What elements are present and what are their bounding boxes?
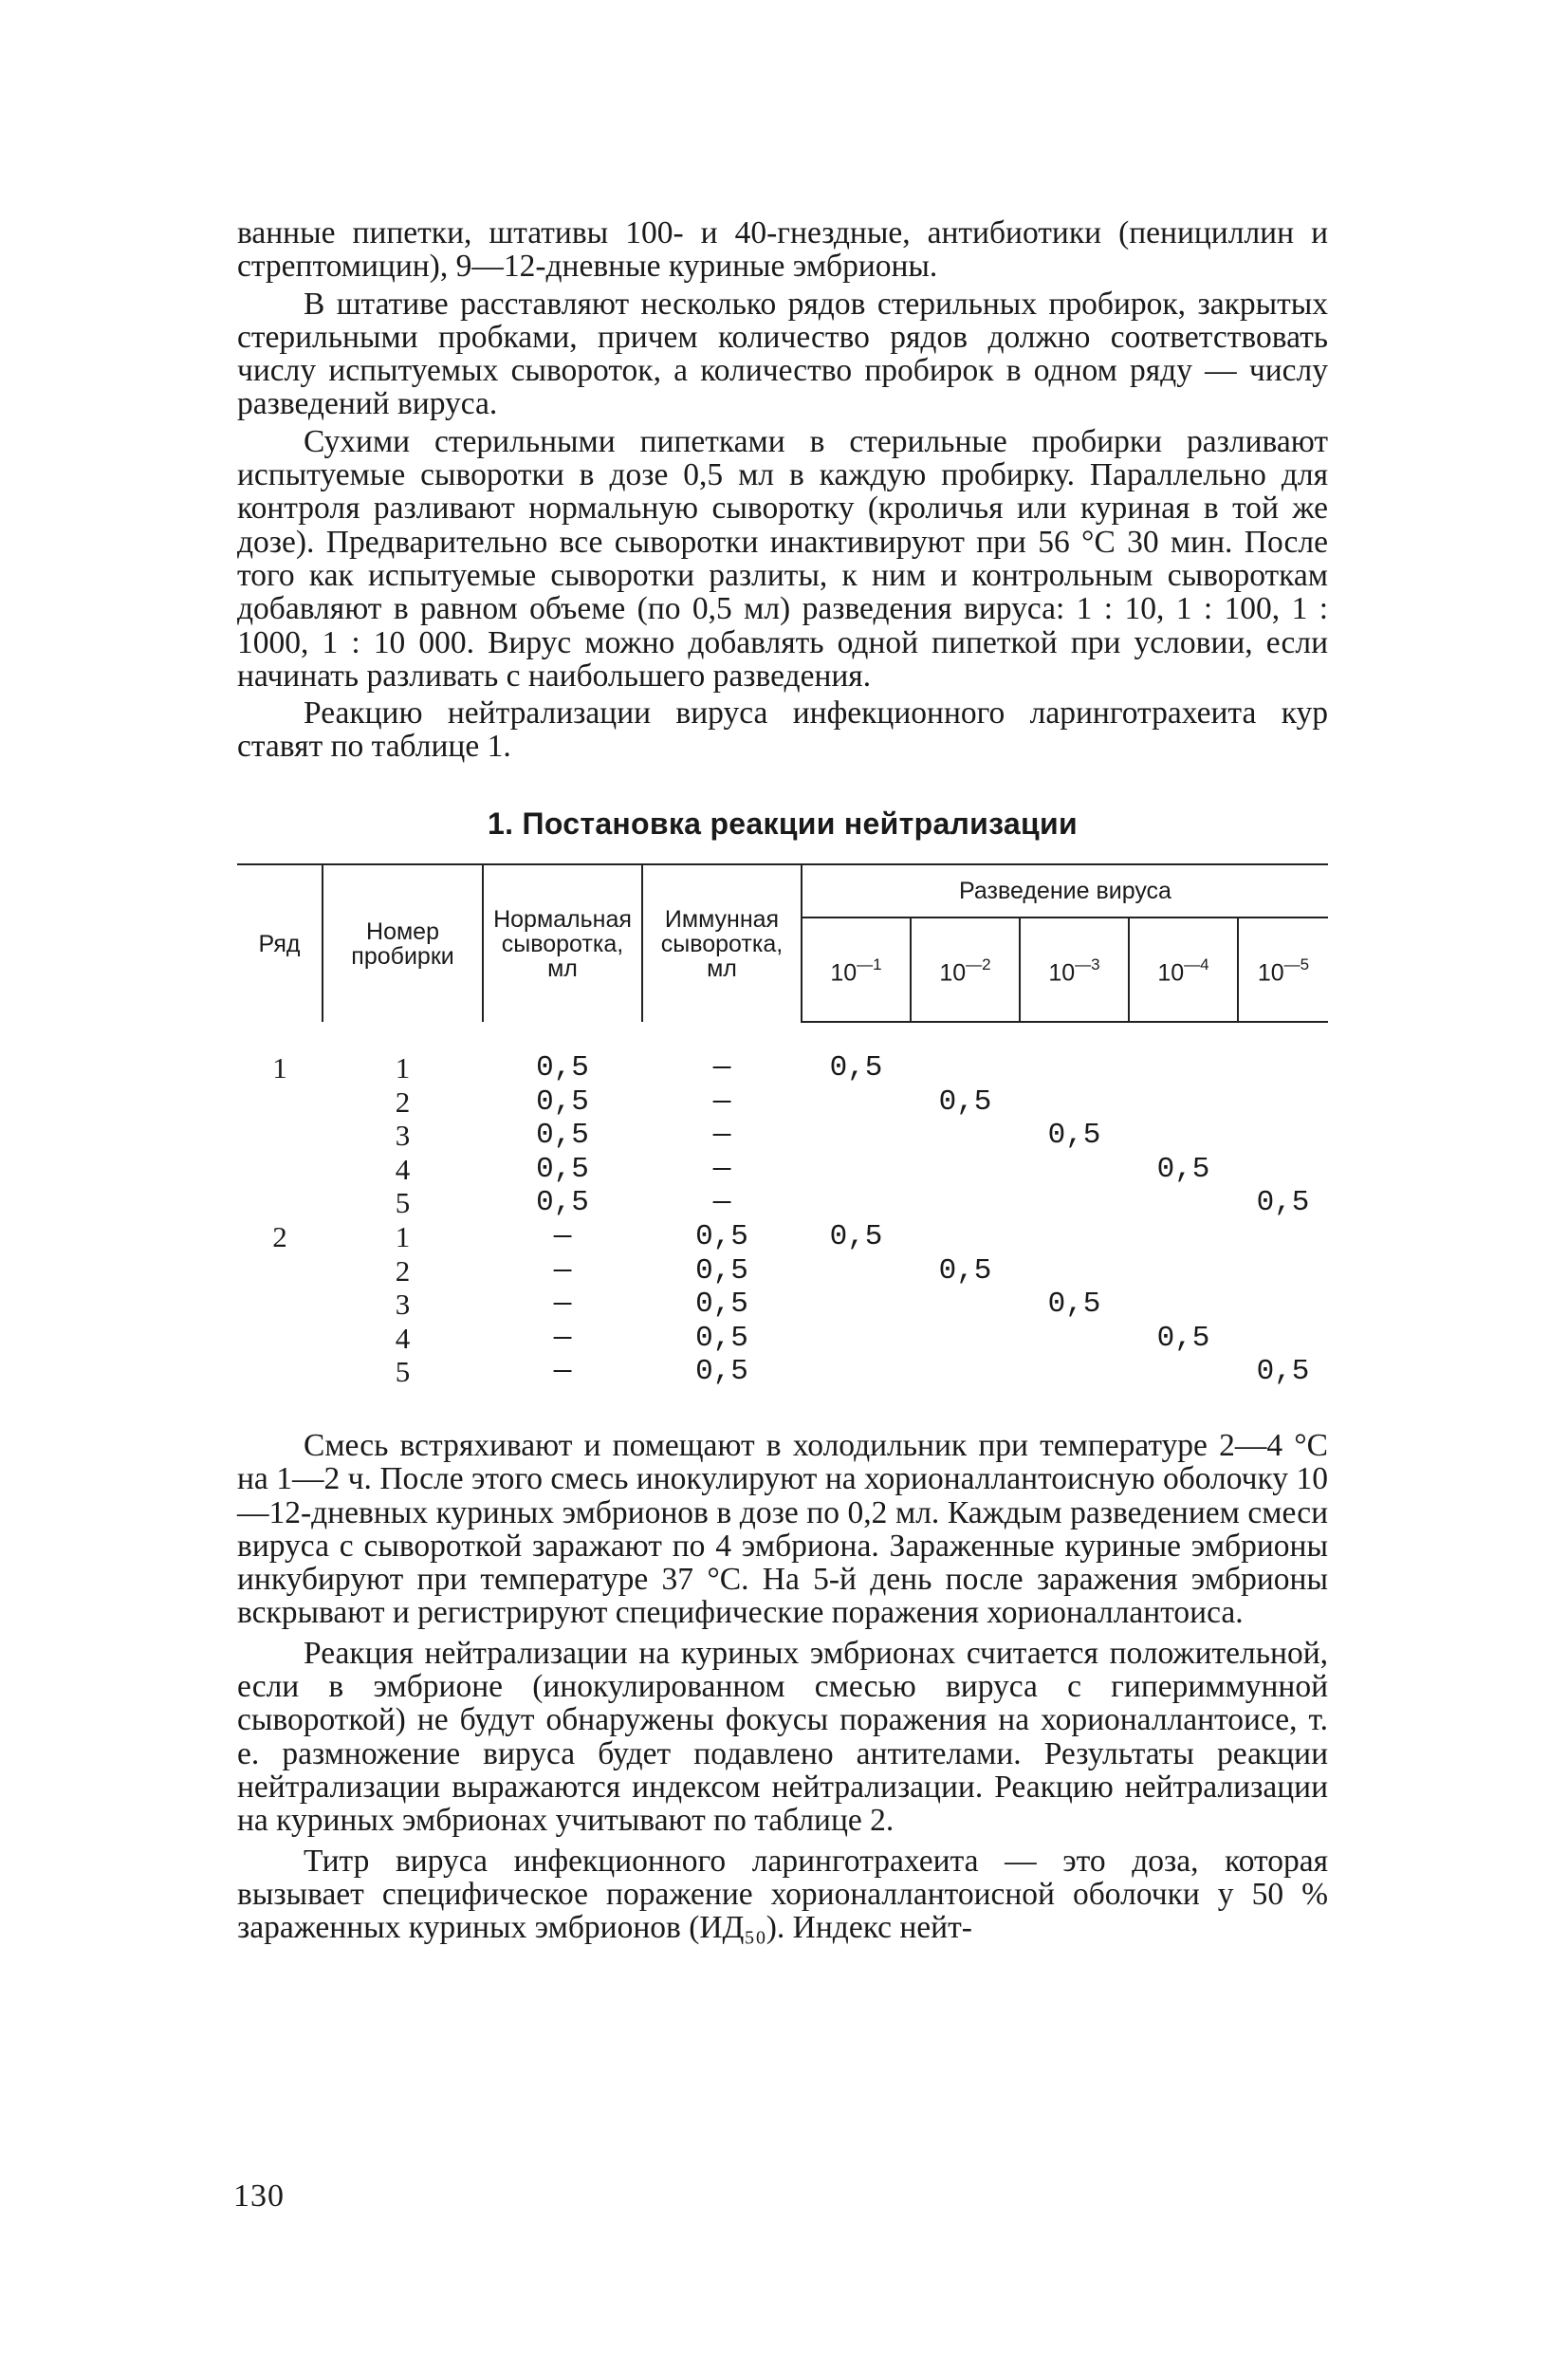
table-cell: 0,5 (938, 1084, 992, 1119)
table-cell (911, 1288, 1020, 1322)
table-cell (1129, 1288, 1238, 1322)
table-cell (1238, 1153, 1328, 1187)
table-cell: 4 (395, 1321, 411, 1355)
table-cell: 0,5 (695, 1321, 748, 1355)
table-cell: 0,5 (536, 1119, 589, 1153)
table-cell: 0,5 (536, 1050, 589, 1084)
header-dilution-1 (802, 918, 911, 1022)
table-cell (911, 1355, 1020, 1389)
table-cell: — (553, 1355, 572, 1389)
neutralization-table (237, 863, 1328, 1389)
table-cell (911, 1322, 1020, 1356)
table-cell (1020, 1153, 1129, 1187)
header-dilution-2 (911, 918, 1020, 1022)
table-cell: 0,5 (536, 1152, 589, 1186)
header-dilution-4 (1129, 918, 1238, 1022)
table-cell: 0,5 (1156, 1321, 1210, 1355)
table-row (237, 1153, 1328, 1187)
table-cell (1129, 1355, 1238, 1389)
header-row: Ряд (237, 864, 323, 1022)
table-cell: 5 (395, 1355, 411, 1389)
table-cell (802, 1085, 911, 1120)
table-cell: — (712, 1084, 731, 1119)
table-cell (237, 1254, 323, 1288)
table-cell: 3 (395, 1119, 411, 1153)
paragraph: ванные пипетки, штативы 100- и 40-гнездные, антибиотики (пенициллин и стрептомицин), 9—12-дневные куриные эмбрионы. (237, 215, 1328, 285)
table-cell: 1 (395, 1050, 411, 1084)
table-cell (911, 1022, 1020, 1085)
table-cell: — (712, 1152, 731, 1186)
dilution-exponent: —4 (1184, 955, 1209, 973)
table-cell: 0,5 (695, 1355, 748, 1389)
table-row (237, 1085, 1328, 1120)
table-cell (802, 1322, 911, 1356)
paragraph: Смесь встряхивают и помещают в холодильник при температуре 2—4 °С на 1—2 ч. После этого смесь инокулируют на хорионаллантоисную оболочку 10—12-дневных куриных эмбрионов в дозе по 0,2 мл. Каждым разведением смеси вируса с сывороткой заражают по 4 эмбриона. Зараженные куриные эмбрионы инкубируют при температуре 37 °С. На 5-й день после заражения эмбрионы вскрывают и регистрируют специфические поражения хорионаллантоиса. (237, 1427, 1328, 1631)
table-cell (1020, 1322, 1129, 1356)
table-row (237, 1322, 1328, 1356)
dilution-exponent: —1 (857, 955, 882, 973)
table-cell (1238, 1085, 1328, 1120)
header-dilution-3 (1020, 918, 1129, 1022)
table-cell: 4 (395, 1152, 411, 1186)
table-cell: — (712, 1186, 731, 1220)
dilution-base: 10 (1157, 959, 1185, 987)
table-cell (1129, 1186, 1238, 1220)
table-cell (237, 1153, 323, 1187)
table-cell: 0,5 (1047, 1288, 1101, 1322)
dilution-exponent: —2 (966, 955, 991, 973)
table-cell (1238, 1220, 1328, 1254)
header-dilution-5 (1238, 918, 1328, 1022)
paragraph: Реакцию нейтрализации вируса инфекционного ларинготрахеита кур ставят по таблице 1. (237, 695, 1328, 765)
table-cell (1129, 1085, 1238, 1120)
table-cell (1020, 1220, 1129, 1254)
table-cell: — (553, 1253, 572, 1288)
table-row (237, 1355, 1328, 1389)
table-cell (1129, 1119, 1238, 1153)
paragraph: Титр вируса инфекционного ларинготрахеита — это доза, которая вызывает специфическое поражение хорионаллантоисной оболочки у 50 % зараженных куриных эмбрионов (ИД₅₀). Индекс нейт- (237, 1843, 1328, 1946)
table-cell (237, 1119, 323, 1153)
table-cell (911, 1186, 1020, 1220)
header-normal-serum: Нормальная сыворотка, мл (483, 864, 642, 1022)
table-cell: 0,5 (829, 1051, 883, 1085)
table-cell (802, 1153, 911, 1187)
table-cell (1238, 1254, 1328, 1288)
table-cell (1238, 1288, 1328, 1322)
table-row (237, 1022, 1328, 1085)
table-cell (802, 1119, 911, 1153)
page-number: 130 (233, 2178, 285, 2214)
table-cell: 1 (395, 1220, 411, 1254)
table-cell: 0,5 (1256, 1186, 1310, 1220)
paragraph: В штативе расставляют несколько рядов стерильных пробирок, закрытых стерильными пробками, причем количество рядов должно соответствовать числу испытуемых сывороток, а количество пробирок в одном ряду — числу разведений вируса. (237, 286, 1328, 422)
table-cell: 0,5 (829, 1220, 883, 1254)
table-row (237, 1254, 1328, 1288)
table-row (237, 1119, 1328, 1153)
table-cell: 0,5 (695, 1288, 748, 1322)
table-cell (1129, 1254, 1238, 1288)
table-cell: — (553, 1220, 572, 1254)
table-cell (911, 1220, 1020, 1254)
table-cell (237, 1322, 323, 1356)
page-body (237, 216, 1328, 1944)
table-cell (802, 1186, 911, 1220)
table-cell: 0,5 (1256, 1355, 1310, 1389)
table-cell (802, 1288, 911, 1322)
table-cell: 0,5 (938, 1253, 992, 1288)
table-cell (237, 1186, 323, 1220)
table-row (237, 1186, 1328, 1220)
table-cell (1129, 1220, 1238, 1254)
paragraph: Реакция нейтрализации на куриных эмбрионах считается положительной, если в эмбрионе (инокулированном смесью вируса с гипериммунной сывороткой) не будут обнаружены фокусы поражения на хорионаллантоисе, т. е. размножение вируса будет подавлено антителами. Результаты реакции нейтрализации выражаются индексом нейтрализации. Реакцию нейтрализации на куриных эмбрионах учитывают по таблице 2. (237, 1635, 1328, 1839)
table-cell: 0,5 (536, 1084, 589, 1119)
header-immune-serum: Иммунная сыворотка, мл (642, 864, 802, 1022)
table-cell (1020, 1254, 1129, 1288)
table-cell (1020, 1085, 1129, 1120)
table-cell: — (712, 1050, 731, 1084)
table-cell: — (553, 1321, 572, 1355)
dilution-base: 10 (830, 959, 858, 987)
table-cell: — (712, 1119, 731, 1153)
table-cell (911, 1119, 1020, 1153)
table-row (237, 1288, 1328, 1322)
paragraph: Сухими стерильными пипетками в стерильные пробирки разливают испытуемые сыворотки в дозе 0,5 мл в каждую пробирку. Параллельно для контроля разливают нормальную сыворотку (кроличья или куриная в той же дозе). Предварительно все сыворотки инактивируют при 56 °С 30 мин. После того как испытуемые сыворотки разлиты, к ним и контрольным сывороткам добавляют в равном объеме (по 0,5 мл) разведения вируса: 1 : 10, 1 : 100, 1 : 1000, 1 : 10 000. Вирус можно добавлять одной пипеткой при условии, если начинать разливать с наибольшего разведения. (237, 423, 1328, 694)
table-cell (237, 1288, 323, 1322)
table-cell: 0,5 (695, 1253, 748, 1288)
table-cell: 1 (272, 1050, 287, 1084)
table-cell (802, 1355, 911, 1389)
table-row (237, 1220, 1328, 1254)
dilution-base: 10 (1257, 959, 1284, 987)
table-caption: 1. Постановка реакции нейтрализации (488, 806, 1078, 841)
table-cell (911, 1153, 1020, 1187)
table-cell (237, 1085, 323, 1120)
table-cell (1238, 1119, 1328, 1153)
table-cell: 5 (395, 1186, 411, 1220)
header-tube: Номер пробирки (323, 864, 483, 1022)
table-cell: 0,5 (1156, 1152, 1210, 1186)
table-cell (237, 1355, 323, 1389)
dilution-base: 10 (939, 959, 967, 987)
table-cell: 0,5 (695, 1220, 748, 1254)
table-cell: 0,5 (1047, 1119, 1101, 1153)
table-cell (802, 1254, 911, 1288)
table-cell (1020, 1022, 1129, 1085)
table-cell: 2 (272, 1220, 287, 1254)
table-cell (1020, 1186, 1129, 1220)
header-dilution: Разведение вируса (802, 864, 1328, 918)
table-cell: 2 (395, 1253, 411, 1288)
table-cell (1238, 1022, 1328, 1085)
dilution-exponent: —3 (1075, 955, 1100, 973)
table-cell: 0,5 (536, 1186, 589, 1220)
table-cell (1238, 1322, 1328, 1356)
table-cell: 3 (395, 1288, 411, 1322)
table-cell: 2 (395, 1084, 411, 1119)
dilution-base: 10 (1048, 959, 1076, 987)
table-cell: — (553, 1288, 572, 1322)
table-cell (1020, 1355, 1129, 1389)
table-cell (1129, 1022, 1238, 1085)
dilution-exponent: —5 (1283, 955, 1310, 973)
